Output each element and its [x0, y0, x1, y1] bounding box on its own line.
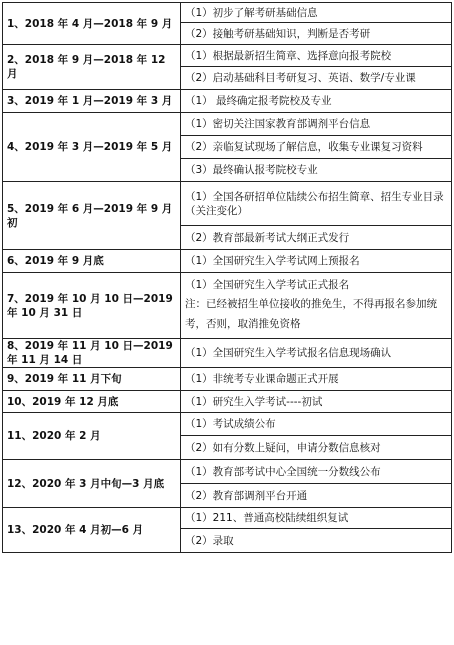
task-cell	[181, 136, 452, 159]
table-row	[3, 460, 452, 484]
task-cell	[181, 159, 452, 182]
task-text: （1）211、普通高校陆续组织复试	[185, 512, 349, 524]
task-cell	[181, 250, 452, 273]
task-text: （2）接触考研基础知识，判断是否考研	[185, 27, 371, 40]
task-cell	[181, 391, 452, 413]
task-text: （1）根据最新招生简章、选择意向报考院校	[185, 49, 392, 62]
table-row	[3, 113, 452, 136]
task-text: （1）全国研究生入学考试网上预报名	[185, 255, 360, 267]
task-cell	[181, 182, 452, 226]
task-cell	[181, 460, 452, 484]
task-text: （2）教育部调剂平台开通	[185, 489, 308, 502]
task-cell	[181, 529, 452, 553]
task-text: （2）启动基础科目考研复习、英语、数学/专业课	[185, 72, 416, 84]
task-cell	[181, 484, 452, 508]
period-cell: 9、2019 年 11 月下旬	[3, 368, 181, 391]
task-text: （2）如有分数上疑问，申请分数信息核对	[185, 441, 381, 454]
task-cell	[181, 90, 452, 113]
task-text: （2）亲临复试现场了解信息，收集专业课复习资料	[185, 141, 423, 153]
period-cell: 6、2019 年 9 月底	[3, 250, 181, 273]
task-note: 注：已经被招生单位接收的推免生，不得再报名参加统考，否则，取消推免资格	[185, 297, 437, 330]
task-text: （1）教育部考试中心全国统一分数线公布	[185, 465, 381, 478]
period-cell: 8、2019 年 11 月 10 日—2019 年 11 月 14 日	[3, 339, 181, 368]
task-text: （1）全国研究生入学考试正式报名	[185, 278, 350, 291]
table-row	[3, 508, 452, 529]
period-cell: 4、2019 年 3 月—2019 年 5 月	[3, 113, 181, 182]
period-cell: 10、2019 年 12 月底	[3, 391, 181, 413]
task-cell	[181, 413, 452, 436]
table-row	[3, 45, 452, 67]
schedule-table	[2, 2, 452, 553]
task-cell	[181, 273, 452, 339]
task-text: （2）录取	[185, 534, 234, 547]
task-cell	[181, 3, 452, 23]
task-cell	[181, 113, 452, 136]
task-text: （1）全国研究生入学考试报名信息现场确认	[185, 347, 392, 359]
period-cell: 1、2018 年 4 月—2018 年 9 月	[3, 3, 181, 45]
task-text: （1）初步了解考研基础信息	[185, 6, 318, 19]
table-row	[3, 273, 452, 339]
period-cell: 2、2018 年 9 月—2018 年 12 月	[3, 45, 181, 90]
task-cell	[181, 508, 452, 529]
task-cell	[181, 45, 452, 67]
task-cell	[181, 226, 452, 250]
table-row	[3, 413, 452, 436]
table-row	[3, 182, 452, 226]
period-cell: 3、2019 年 1 月—2019 年 3 月	[3, 90, 181, 113]
task-cell	[181, 23, 452, 45]
task-text: （1）研究生入学考试----初试	[185, 395, 323, 408]
table-row	[3, 339, 452, 368]
task-cell	[181, 67, 452, 90]
table-row	[3, 3, 452, 23]
task-text: （2）教育部最新考试大纲正式发行	[185, 231, 350, 244]
task-text: （1）密切关注国家教育部调剂平台信息	[185, 118, 371, 130]
table-row	[3, 368, 452, 391]
period-cell: 12、2020 年 3 月中旬—3 月底	[3, 460, 181, 508]
period-cell: 5、2019 年 6 月—2019 年 9 月初	[3, 182, 181, 250]
table-row	[3, 250, 452, 273]
period-cell: 7、2019 年 10 月 10 日—2019 年 10 月 31 日	[3, 273, 181, 339]
period-cell: 11、2020 年 2 月	[3, 413, 181, 460]
task-cell	[181, 339, 452, 368]
table-row	[3, 90, 452, 113]
table-row	[3, 391, 452, 413]
period-cell: 13、2020 年 4 月初—6 月	[3, 508, 181, 553]
task-text: （1）非统考专业课命题正式开展	[185, 373, 339, 385]
task-cell	[181, 368, 452, 391]
task-cell	[181, 436, 452, 460]
schedule-table-body	[3, 3, 452, 553]
task-text: （1）全国各研招单位陆续公布招生简章、招生专业目录（关注变化）	[185, 190, 444, 217]
task-text: （1） 最终确定报考院校及专业	[185, 95, 332, 107]
task-text: （3）最终确认报考院校专业	[185, 164, 318, 176]
task-text: （1）考试成绩公布	[185, 418, 276, 430]
